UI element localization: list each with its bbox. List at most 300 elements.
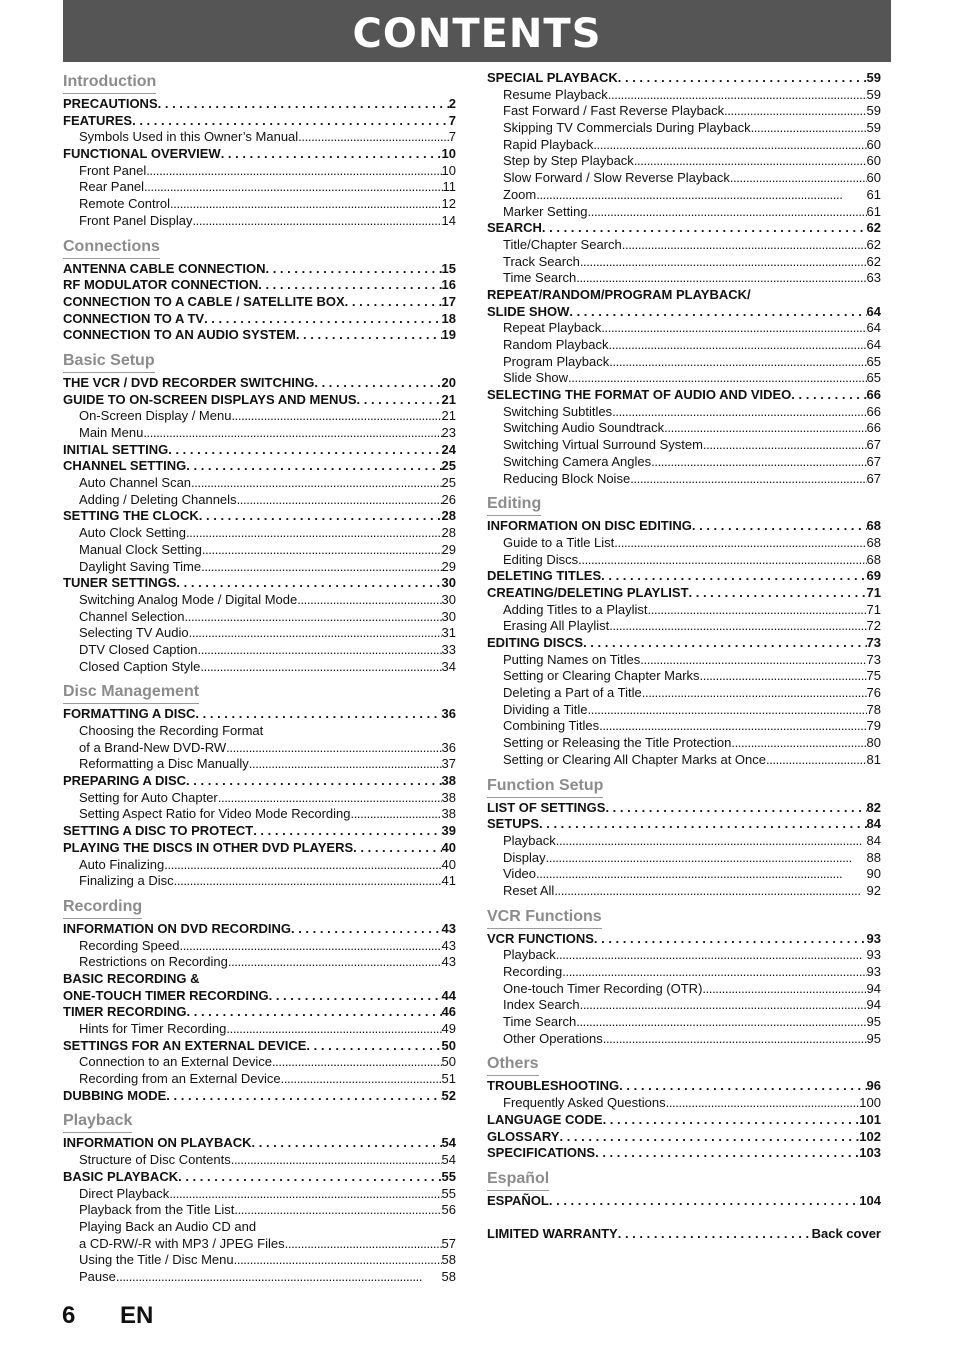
language-code: EN xyxy=(120,1302,154,1329)
page-ref: Back cover xyxy=(811,1225,881,1241)
toc-subentry[interactable] xyxy=(63,857,456,874)
entry-label: Other Operations xyxy=(503,1030,603,1046)
toc-entry[interactable] xyxy=(487,387,881,404)
dot-leader xyxy=(195,706,441,721)
dot-leader xyxy=(146,163,441,178)
toc-subentry[interactable] xyxy=(487,337,881,354)
toc-subentry[interactable] xyxy=(487,153,881,170)
page-ref: 93 xyxy=(866,930,881,946)
toc-subentry[interactable] xyxy=(487,735,881,752)
dot-leader xyxy=(298,129,449,144)
entry-label: Front Panel xyxy=(79,162,147,178)
toc-subentry[interactable] xyxy=(487,964,881,981)
toc-subentry[interactable] xyxy=(487,752,881,769)
dot-leader xyxy=(179,938,441,953)
dot-leader xyxy=(291,921,442,936)
entry-label: Putting Names on Titles xyxy=(503,651,641,667)
toc-subentry[interactable] xyxy=(487,270,881,287)
entry-label: Restrictions on Recording xyxy=(79,954,228,970)
dot-leader xyxy=(198,642,442,657)
toc-subentry[interactable] xyxy=(63,659,456,676)
toc-subentry[interactable] xyxy=(63,609,456,626)
toc-subentry[interactable] xyxy=(63,1021,456,1038)
dot-leader xyxy=(281,1071,442,1086)
toc-subentry[interactable] xyxy=(487,602,881,619)
toc-subentry[interactable] xyxy=(63,1219,456,1236)
toc-section xyxy=(63,349,456,675)
dot-leader xyxy=(601,568,866,583)
toc-subentry[interactable] xyxy=(487,552,881,569)
toc-subentry[interactable] xyxy=(63,723,456,740)
page-ref: 60 xyxy=(866,136,881,152)
entry-label: Fast Forward / Fast Reverse Playback xyxy=(503,103,725,119)
page-ref: 72 xyxy=(866,618,881,634)
page-ref: 26 xyxy=(441,491,456,507)
toc-subentry[interactable] xyxy=(63,425,456,442)
entry-label: CONNECTION TO A CABLE / SATELLITE BOX xyxy=(63,293,345,309)
page-ref: 19 xyxy=(441,327,456,343)
toc-entry[interactable] xyxy=(63,988,456,1005)
toc-entry[interactable] xyxy=(63,840,456,857)
toc-entry[interactable] xyxy=(487,70,881,87)
toc-subentry[interactable] xyxy=(487,668,881,685)
dot-leader xyxy=(603,1031,867,1046)
toc-subentry[interactable] xyxy=(63,475,456,492)
toc-subentry[interactable] xyxy=(63,625,456,642)
dot-leader xyxy=(252,1135,442,1150)
dot-leader xyxy=(536,187,866,202)
entry-label: DTV Closed Caption xyxy=(79,641,198,657)
toc-entry[interactable] xyxy=(487,287,881,304)
dot-leader xyxy=(269,988,442,1003)
toc-entry[interactable] xyxy=(487,816,881,833)
page-ref: 84 xyxy=(866,832,881,848)
toc-entry[interactable] xyxy=(63,311,456,328)
toc-entry[interactable] xyxy=(487,1145,881,1162)
toc-subentry[interactable] xyxy=(63,196,456,213)
toc-entry[interactable] xyxy=(63,458,456,475)
toc-entry[interactable] xyxy=(487,518,881,535)
section-heading: Editing xyxy=(487,493,541,516)
dot-leader xyxy=(192,213,441,228)
toc-subentry[interactable] xyxy=(63,873,456,890)
entry-label: Closed Caption Style xyxy=(79,658,201,674)
entry-label: Skipping TV Commercials During Playback xyxy=(503,120,751,136)
toc-subentry[interactable] xyxy=(487,454,881,471)
toc-subentry[interactable] xyxy=(63,1152,456,1169)
toc-entry[interactable] xyxy=(487,585,881,602)
toc-subentry[interactable] xyxy=(487,652,881,669)
section-heading: Connections xyxy=(63,236,160,259)
page-ref: 61 xyxy=(866,186,881,202)
entry-label: Setting or Clearing Chapter Marks xyxy=(503,668,700,684)
dot-leader xyxy=(703,437,867,452)
page-ref: 96 xyxy=(866,1078,881,1094)
dot-leader xyxy=(603,1112,860,1127)
toc-subentry[interactable] xyxy=(63,179,456,196)
dot-leader xyxy=(186,458,441,473)
toc-subentry[interactable] xyxy=(63,1071,456,1088)
toc-subentry[interactable] xyxy=(487,866,881,883)
toc-entry[interactable] xyxy=(487,1078,881,1095)
entry-label: On-Screen Display / Menu xyxy=(79,408,232,424)
toc-entry[interactable] xyxy=(63,921,456,938)
toc-entry[interactable] xyxy=(63,773,456,790)
toc-entry[interactable] xyxy=(487,568,881,585)
toc-subentry[interactable] xyxy=(63,559,456,576)
toc-subentry[interactable] xyxy=(63,1236,456,1253)
dot-leader xyxy=(791,387,866,402)
entry-label: CHANNEL SETTING xyxy=(63,458,187,474)
toc-subentry[interactable] xyxy=(63,1186,456,1203)
entry-label: Main Menu xyxy=(79,425,144,440)
dot-leader xyxy=(594,931,867,946)
toc-entry[interactable] xyxy=(63,327,456,344)
toc-entry[interactable] xyxy=(487,800,881,817)
page-ref: 30 xyxy=(441,591,456,607)
toc-subentry[interactable] xyxy=(63,1202,456,1219)
entry-label: One-touch Timer Recording (OTR) xyxy=(503,980,703,996)
section-heading: Playback xyxy=(63,1110,132,1133)
page-ref: 80 xyxy=(866,735,881,751)
dot-leader xyxy=(580,997,867,1012)
dot-leader xyxy=(249,756,442,771)
toc-entry[interactable] xyxy=(63,1004,456,1021)
entry-label: Daylight Saving Time xyxy=(79,558,202,574)
toc-entry[interactable] xyxy=(63,277,456,294)
toc-subentry[interactable] xyxy=(487,1095,881,1112)
page-ref: 73 xyxy=(866,651,881,667)
page-ref: 65 xyxy=(866,370,881,386)
toc-entry[interactable] xyxy=(63,146,456,163)
dot-leader xyxy=(186,525,442,540)
toc-subentry[interactable] xyxy=(63,790,456,807)
entry-label: Connection to an External Device xyxy=(79,1054,272,1070)
dot-leader xyxy=(578,552,866,567)
toc-subentry[interactable] xyxy=(487,170,881,187)
page-ref: 76 xyxy=(866,685,881,701)
dot-leader xyxy=(297,592,441,607)
toc-entry[interactable] xyxy=(487,1129,881,1146)
entry-label: DUBBING MODE xyxy=(63,1087,167,1103)
toc-entry[interactable] xyxy=(63,392,456,409)
entry-label: Slow Forward / Slow Reverse Playback xyxy=(503,170,730,186)
entry-label: SETUPS xyxy=(487,816,540,832)
entry-label: Pause xyxy=(79,1268,116,1284)
toc-entry[interactable] xyxy=(487,304,881,321)
dot-leader xyxy=(132,113,449,128)
page-ref: 62 xyxy=(866,253,881,269)
entry-label: Adding Titles to a Playlist xyxy=(503,601,648,617)
dot-leader xyxy=(166,1088,441,1103)
toc-entry[interactable] xyxy=(63,971,456,988)
toc-subentry[interactable] xyxy=(63,740,456,757)
toc-subentry[interactable] xyxy=(63,756,456,773)
dot-leader xyxy=(576,270,866,285)
page-number: 6 xyxy=(62,1302,76,1329)
dot-leader xyxy=(614,535,866,550)
toc-subentry[interactable] xyxy=(487,718,881,735)
entry-label: Resume Playback xyxy=(503,86,608,102)
page-ref: 36 xyxy=(441,739,456,755)
toc-subentry[interactable] xyxy=(487,618,881,635)
toc-entry[interactable] xyxy=(63,261,456,278)
dot-leader xyxy=(143,425,441,440)
entry-label: VCR FUNCTIONS xyxy=(487,930,594,946)
dot-leader xyxy=(554,883,866,898)
entry-label: Switching Subtitles xyxy=(503,403,613,419)
dot-leader xyxy=(568,370,866,385)
dot-leader xyxy=(605,800,866,815)
page-ref: 62 xyxy=(866,236,881,252)
toc-entry[interactable] xyxy=(487,931,881,948)
entry-label: Deleting a Part of a Title xyxy=(503,685,642,701)
toc-subentry[interactable] xyxy=(487,420,881,437)
section-heading: Introduction xyxy=(63,71,156,94)
page-ref: 65 xyxy=(866,353,881,369)
dot-leader xyxy=(549,1193,859,1208)
toc-section xyxy=(487,1167,881,1242)
entry-label: Marker Setting xyxy=(503,203,588,219)
toc-entry[interactable] xyxy=(63,575,456,592)
entry-label: Repeat Playback xyxy=(503,320,602,336)
page-ref: 59 xyxy=(866,70,881,85)
dot-leader xyxy=(651,454,866,469)
dot-leader xyxy=(353,840,441,855)
entry-label: SLIDE SHOW xyxy=(487,303,570,319)
toc-entry[interactable] xyxy=(63,1169,456,1186)
page-ref: 68 xyxy=(866,534,881,550)
toc-subentry[interactable] xyxy=(63,1269,456,1286)
toc-subentry[interactable] xyxy=(487,685,881,702)
toc-entry[interactable] xyxy=(63,113,456,130)
toc-entry[interactable] xyxy=(63,1135,456,1152)
dot-leader xyxy=(234,1202,441,1217)
dot-leader xyxy=(700,668,867,683)
entry-label: Structure of Disc Contents xyxy=(79,1152,231,1168)
toc-subentry[interactable] xyxy=(487,535,881,552)
page-ref: 2 xyxy=(448,96,456,111)
page-ref: 33 xyxy=(441,641,456,657)
entry-label: Auto Channel Scan xyxy=(79,475,192,491)
dot-leader xyxy=(296,327,442,342)
page-ref: 88 xyxy=(866,849,881,865)
entry-label: Rear Panel xyxy=(79,179,145,195)
entry-label: Video xyxy=(503,866,537,882)
section-heading: Disc Management xyxy=(63,681,199,704)
toc-subentry[interactable] xyxy=(487,103,881,120)
toc-subentry[interactable] xyxy=(487,850,881,867)
entry-label: of a Brand-New DVD-RW xyxy=(79,739,227,755)
dot-leader xyxy=(258,277,441,292)
toc-entry[interactable] xyxy=(487,1193,881,1210)
page-ref: 21 xyxy=(441,391,456,407)
toc-subentry[interactable] xyxy=(63,1054,456,1071)
entry-label: SETTINGS FOR AN EXTERNAL DEVICE xyxy=(63,1037,307,1053)
toc-subentry[interactable] xyxy=(63,806,456,823)
dot-leader xyxy=(191,475,442,490)
page-ref: 29 xyxy=(441,558,456,574)
entry-label: PREPARING A DISC xyxy=(63,773,187,789)
section-heading: Español xyxy=(487,1168,549,1191)
toc-subentry[interactable] xyxy=(487,702,881,719)
page-ref: 59 xyxy=(866,103,881,119)
toc-entry[interactable] xyxy=(487,635,881,652)
toc-entry[interactable] xyxy=(63,706,456,723)
entry-label: DELETING TITLES xyxy=(487,568,602,584)
toc-subentry[interactable] xyxy=(487,204,881,221)
toc-subentry[interactable] xyxy=(63,938,456,955)
entry-label: Editing Discs xyxy=(503,551,579,567)
entry-label: LANGUAGE CODE xyxy=(487,1111,603,1127)
page-ref: 58 xyxy=(441,1252,456,1268)
entry-label: SETTING THE CLOCK xyxy=(63,508,199,524)
toc-entry[interactable] xyxy=(63,294,456,311)
page-ref: 51 xyxy=(441,1071,456,1087)
toc-subentry[interactable] xyxy=(487,833,881,850)
page-ref: 30 xyxy=(441,608,456,624)
toc-subentry[interactable] xyxy=(487,1014,881,1031)
toc-subentry[interactable] xyxy=(487,237,881,254)
entry-label: LIST OF SETTINGS xyxy=(487,799,606,815)
dot-leader xyxy=(619,1078,866,1093)
entry-label: BASIC RECORDING & xyxy=(63,970,200,986)
page-ref: 64 xyxy=(866,303,881,319)
toc-entry[interactable] xyxy=(487,1226,881,1243)
page-ref: 64 xyxy=(866,320,881,336)
dot-leader xyxy=(556,833,867,848)
toc-entry[interactable] xyxy=(63,508,456,525)
entry-label: LIMITED WARRANTY xyxy=(487,1225,618,1241)
page-ref: 24 xyxy=(441,441,456,457)
page-ref: 52 xyxy=(441,1087,456,1103)
page-ref: 62 xyxy=(866,220,881,236)
toc-subentry[interactable] xyxy=(63,408,456,425)
dot-leader xyxy=(666,1095,860,1110)
entry-label: Recording Speed xyxy=(79,937,180,953)
page-ref: 60 xyxy=(866,153,881,169)
dot-leader xyxy=(692,518,867,533)
entry-label: Playing Back an Audio CD and xyxy=(79,1218,257,1234)
page-ref: 101 xyxy=(859,1111,881,1127)
page-ref: 68 xyxy=(866,551,881,567)
dot-leader xyxy=(595,1145,859,1160)
page-footer xyxy=(62,1302,191,1330)
toc-section xyxy=(487,905,881,1048)
toc-subentry[interactable] xyxy=(487,370,881,387)
toc-entry[interactable] xyxy=(63,375,456,392)
dot-leader xyxy=(350,806,441,821)
toc-subentry[interactable] xyxy=(63,542,456,559)
toc-entry[interactable] xyxy=(63,442,456,459)
page-ref: 75 xyxy=(866,668,881,684)
toc-subentry[interactable] xyxy=(63,954,456,971)
toc-entry[interactable] xyxy=(63,1038,456,1055)
page-ref: 38 xyxy=(441,789,456,805)
toc-entry[interactable] xyxy=(487,220,881,237)
dot-leader xyxy=(583,635,866,650)
toc-subentry[interactable] xyxy=(487,981,881,998)
entry-label: Time Search xyxy=(503,1014,577,1030)
toc-subentry[interactable] xyxy=(487,120,881,137)
dot-leader xyxy=(751,120,867,135)
dot-leader xyxy=(730,170,867,185)
toc-subentry[interactable] xyxy=(487,87,881,104)
toc-subentry[interactable] xyxy=(487,254,881,271)
dot-leader xyxy=(609,354,866,369)
page-ref: 93 xyxy=(866,947,881,963)
page-ref: 41 xyxy=(441,873,456,889)
entry-label: Hints for Timer Recording xyxy=(79,1021,227,1036)
toc-subentry[interactable] xyxy=(63,642,456,659)
page-ref: 94 xyxy=(866,997,881,1013)
toc-subentry[interactable] xyxy=(487,187,881,204)
dot-leader xyxy=(588,702,867,717)
toc-subentry[interactable] xyxy=(63,1252,456,1269)
toc-entry[interactable] xyxy=(63,823,456,840)
entry-label: Setting for Auto Chapter xyxy=(79,789,218,805)
dot-leader xyxy=(689,585,867,600)
toc-subentry[interactable] xyxy=(487,883,881,900)
entry-label: CONNECTION TO AN AUDIO SYSTEM xyxy=(63,327,296,343)
toc-subentry[interactable] xyxy=(63,592,456,609)
entry-label: Setting or Releasing the Title Protection xyxy=(503,735,732,751)
entry-label: SELECTING THE FORMAT OF AUDIO AND VIDEO xyxy=(487,387,792,403)
entry-label: Reformatting a Disc Manually xyxy=(79,756,249,772)
section-heading: VCR Functions xyxy=(487,906,602,929)
page-ref: 40 xyxy=(441,856,456,872)
page-ref: 57 xyxy=(441,1235,456,1251)
toc-subentry[interactable] xyxy=(487,437,881,454)
toc-subentry[interactable] xyxy=(487,354,881,371)
toc-subentry[interactable] xyxy=(487,320,881,337)
toc-subentry[interactable] xyxy=(487,471,881,488)
toc-subentry[interactable] xyxy=(487,1031,881,1048)
toc-subentry[interactable] xyxy=(487,997,881,1014)
toc-subentry[interactable] xyxy=(487,404,881,421)
page-ref: 50 xyxy=(441,1054,456,1070)
toc-subentry[interactable] xyxy=(63,492,456,509)
toc-subentry[interactable] xyxy=(63,163,456,180)
toc-subentry[interactable] xyxy=(63,525,456,542)
dot-leader xyxy=(542,220,867,235)
page-ref: 56 xyxy=(441,1202,456,1218)
dot-leader xyxy=(345,294,442,309)
dot-leader xyxy=(170,196,441,211)
page-ref: 95 xyxy=(866,1014,881,1030)
entry-label: Frequently Asked Questions xyxy=(503,1095,666,1111)
toc-entry[interactable] xyxy=(63,1088,456,1105)
entry-label: Combining Titles xyxy=(503,718,600,734)
entry-label: Dividing a Title xyxy=(503,701,588,717)
toc-section xyxy=(487,1052,881,1161)
dot-leader xyxy=(648,602,867,617)
toc-entry[interactable] xyxy=(63,96,456,113)
page-ref: 7 xyxy=(448,129,456,145)
toc-subentry[interactable] xyxy=(487,137,881,154)
toc-section xyxy=(63,895,456,1105)
toc-subentry[interactable] xyxy=(63,129,456,146)
page-ref: 79 xyxy=(866,718,881,734)
toc-subentry[interactable] xyxy=(63,213,456,230)
entry-label: Time Search xyxy=(503,270,577,286)
toc-subentry[interactable] xyxy=(487,947,881,964)
page-ref: 66 xyxy=(866,403,881,419)
entry-label: SEARCH xyxy=(487,220,542,236)
toc-entry[interactable] xyxy=(487,1112,881,1129)
entry-label: Adding / Deleting Channels xyxy=(79,491,237,507)
contents-banner xyxy=(63,0,891,62)
